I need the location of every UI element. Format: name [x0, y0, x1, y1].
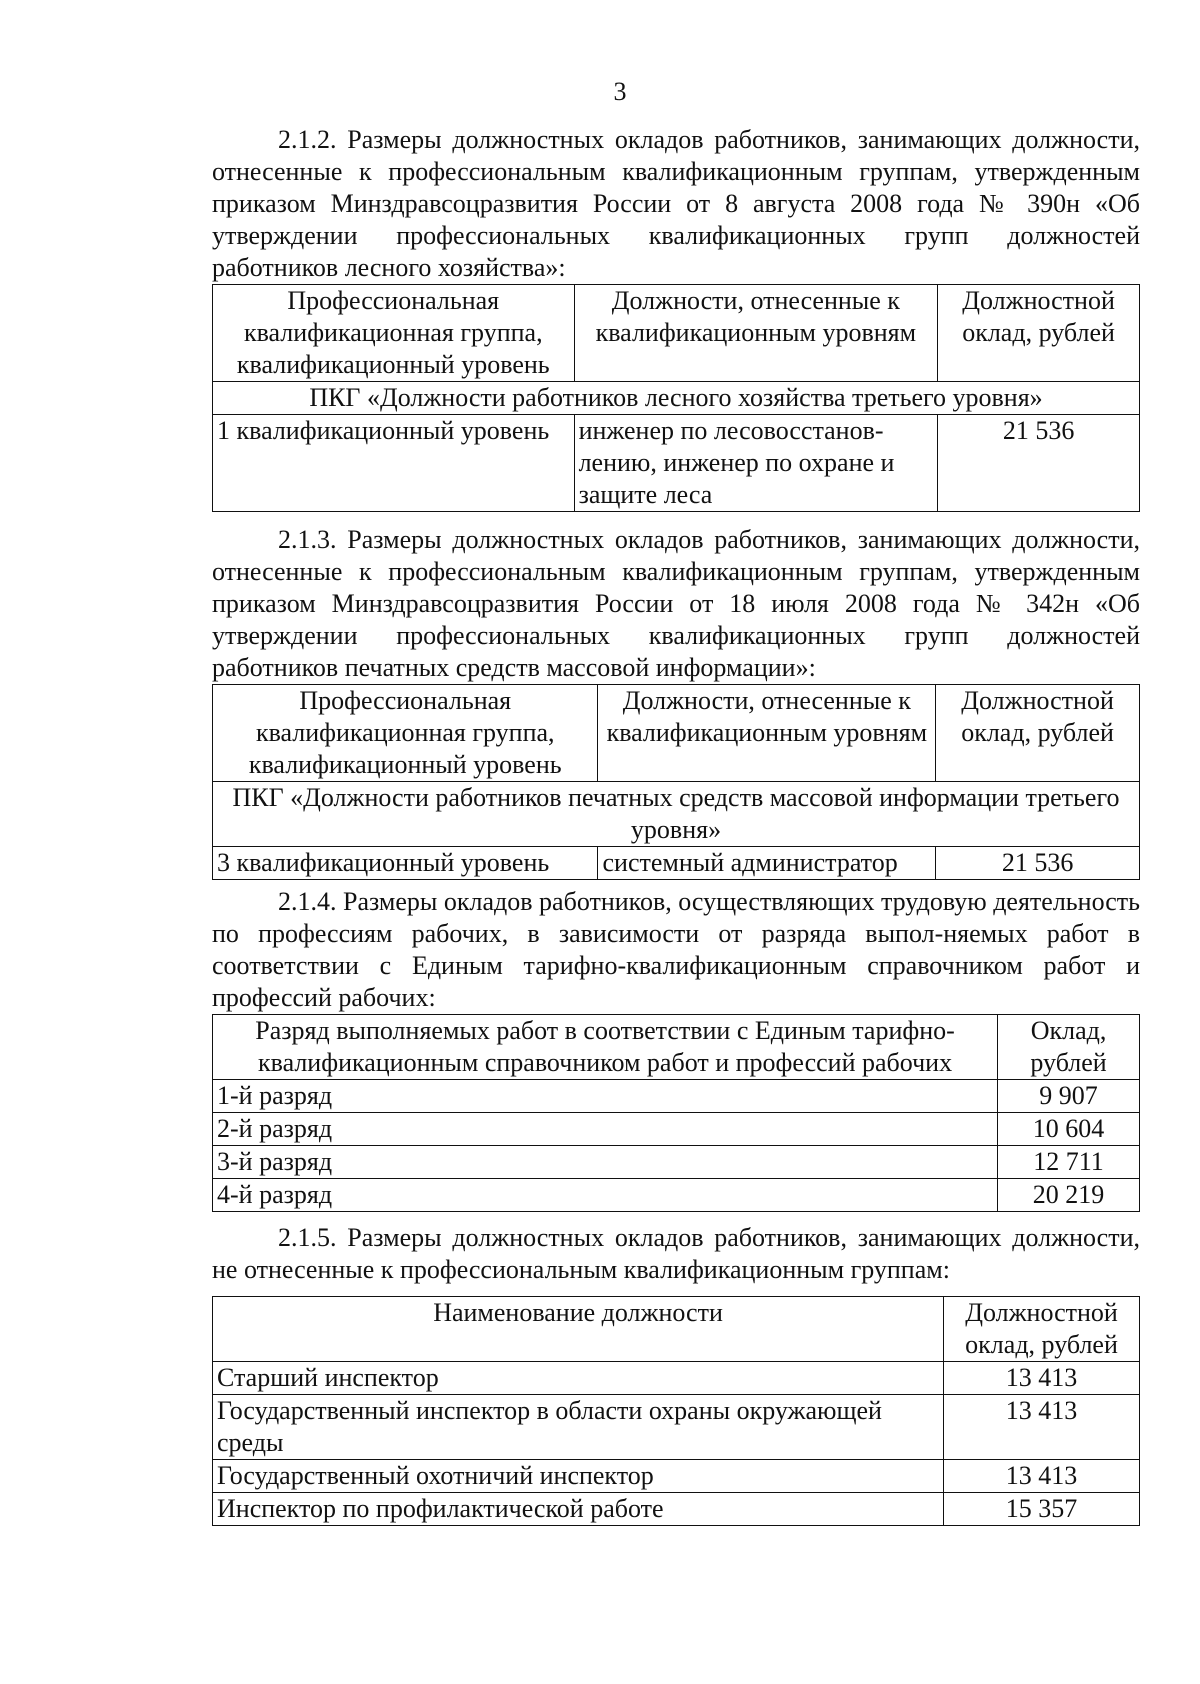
table-row	[213, 415, 1140, 512]
grade-cell: 3-й разряд	[213, 1146, 998, 1179]
table-header-row	[213, 1297, 1140, 1362]
section-2-1-2-text: Размеры должностных окладов работников, занимающих должности, отнесенные к профессиональным квалификационным группам, утвержденным приказом Минздравсоцразвития России от 8 августа 2008 года № 390н «Об утверждении профессиональных квалификационных групп должностей работников лесного хозяйства»:	[212, 125, 1140, 282]
table-row	[213, 1362, 1140, 1395]
level-cell: 1 квалификационный уровень	[213, 415, 575, 512]
position-cell: Государственный охотничий инспектор	[213, 1460, 944, 1493]
header-cell: Должности, отнесенные к квалификационным уровням	[598, 685, 936, 782]
table-header-row	[213, 1015, 1140, 1080]
salary-cell: 13 413	[944, 1362, 1140, 1395]
section-2-1-3-text: Размеры должностных окладов работников, занимающих должности, отнесенные к профессиональным квалификационным группам, утвержденным приказом Минздравсоцразвития России от 18 июля 2008 года № 342н «Об утверждении профессиональных квалификационных групп должностей работников печатных средств массовой информации»:	[212, 525, 1140, 682]
table-group-row	[213, 382, 1140, 415]
table-group-row	[213, 782, 1140, 847]
header-cell: Должности, отнесенные к квалификационным уровням	[574, 285, 938, 382]
header-cell: Оклад, рублей	[998, 1015, 1140, 1080]
table-row	[213, 1113, 1140, 1146]
header-cell: Профессиональная квалификационная группа, квалификационный уровень	[213, 685, 598, 782]
header-cell: Профессиональная квалификационная группа, квалификационный уровень	[213, 285, 575, 382]
position-cell: Инспектор по профилактической работе	[213, 1493, 944, 1526]
table-header-row	[213, 285, 1140, 382]
table-press	[212, 684, 1140, 880]
table-workers	[212, 1014, 1140, 1212]
table-forestry	[212, 284, 1140, 512]
header-cell: Разряд выполняемых работ в соответствии с Единым тарифно-квалификационным справочником работ и профессий рабочих	[213, 1015, 998, 1080]
position-cell: Старший инспектор	[213, 1362, 944, 1395]
section-2-1-4	[212, 886, 1140, 1212]
section-2-1-3-number: 2.1.3.	[278, 525, 337, 554]
section-2-1-2-number: 2.1.2.	[278, 125, 337, 154]
grade-cell: 1-й разряд	[213, 1080, 998, 1113]
group-cell: ПКГ «Должности работников лесного хозяйства третьего уровня»	[213, 382, 1140, 415]
section-2-1-5-text: Размеры должностных окладов работников, занимающих должности, не отнесенные к профессиональным квалификационным группам:	[212, 1223, 1140, 1284]
section-2-1-5-paragraph	[212, 1222, 1140, 1286]
table-row	[213, 1395, 1140, 1460]
table-row	[213, 1493, 1140, 1526]
salary-cell: 13 413	[944, 1395, 1140, 1460]
salary-cell: 12 711	[998, 1146, 1140, 1179]
header-cell: Наименование должности	[213, 1297, 944, 1362]
section-2-1-5	[212, 1222, 1140, 1526]
table-row	[213, 1179, 1140, 1212]
grade-cell: 4-й разряд	[213, 1179, 998, 1212]
table-row	[213, 847, 1140, 880]
page-number: 3	[613, 77, 627, 106]
salary-cell: 21 536	[938, 415, 1140, 512]
section-2-1-4-paragraph	[212, 886, 1140, 1014]
section-2-1-4-number: 2.1.4.	[278, 887, 337, 916]
section-2-1-4-text: Размеры окладов работников, осуществляющих трудовую деятельность по профессиям рабочих, в зависимости от разряда выпол-няемых работ в соответствии с Единым тарифно-квалификационным справочником работ и профессий рабочих:	[212, 887, 1140, 1012]
section-2-1-5-number: 2.1.5.	[278, 1223, 337, 1252]
header-cell: Должностной оклад, рублей	[944, 1297, 1140, 1362]
position-cell: Государственный инспектор в области охраны окружающей среды	[213, 1395, 944, 1460]
salary-cell: 9 907	[998, 1080, 1140, 1113]
grade-cell: 2-й разряд	[213, 1113, 998, 1146]
section-2-1-2	[212, 124, 1140, 512]
table-other-positions	[212, 1296, 1140, 1526]
salary-cell: 21 536	[936, 847, 1140, 880]
positions-cell: инженер по лесовосстанов-лению, инженер по охране и защите леса	[574, 415, 938, 512]
table-row	[213, 1080, 1140, 1113]
header-cell: Должностной оклад, рублей	[938, 285, 1140, 382]
group-cell: ПКГ «Должности работников печатных средств массовой информации третьего уровня»	[213, 782, 1140, 847]
table-row	[213, 1460, 1140, 1493]
salary-cell: 15 357	[944, 1493, 1140, 1526]
section-2-1-2-paragraph	[212, 124, 1140, 284]
salary-cell: 10 604	[998, 1113, 1140, 1146]
header-cell: Должностной оклад, рублей	[936, 685, 1140, 782]
table-row	[213, 1146, 1140, 1179]
salary-cell: 13 413	[944, 1460, 1140, 1493]
salary-cell: 20 219	[998, 1179, 1140, 1212]
level-cell: 3 квалификационный уровень	[213, 847, 598, 880]
section-2-1-3-paragraph	[212, 524, 1140, 684]
positions-cell: системный администратор	[598, 847, 936, 880]
section-2-1-3	[212, 524, 1140, 880]
table-header-row	[213, 685, 1140, 782]
